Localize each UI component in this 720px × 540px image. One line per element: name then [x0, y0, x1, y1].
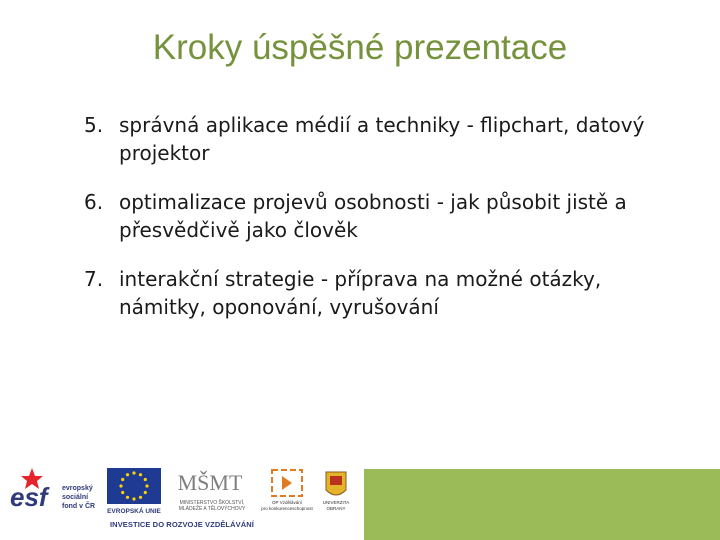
list-item-text-line1: interakční strategie - příprava na možné otázky, — [119, 267, 602, 291]
msmt-logo — [178, 470, 246, 512]
esf-caption-line2: sociální — [62, 494, 89, 501]
university-logo — [323, 472, 349, 511]
list-item — [84, 188, 684, 244]
list-item-text-line1: optimalizace projevů osobnosti - jak působit jistě a — [119, 190, 627, 214]
list-item-text-line1: správná aplikace médií a techniky - flipchart, datový — [119, 113, 645, 137]
msmt-caption-line2: MLÁDEŽE A TĚLOVÝCHOVY — [178, 506, 246, 512]
eu-caption: EVROPSKÁ UNIE — [107, 508, 161, 515]
esf-caption-line1: evropský — [62, 485, 93, 492]
steps-list — [84, 111, 684, 342]
list-item-text-line2: přesvědčivě jako člověk — [119, 218, 358, 242]
funding-caption: INVESTICE DO ROZVOJE VZDĚLÁVÁNÍ — [110, 520, 254, 529]
esf-caption-line3: fond v ČR — [62, 503, 96, 510]
footer-green-bar — [364, 469, 720, 540]
op-caption-line1: OP Vzdělávání — [272, 500, 302, 505]
esf-logo — [10, 468, 95, 512]
list-item-number: 5. — [84, 113, 104, 137]
esf-logo-text: esf — [10, 482, 48, 512]
university-caption-line2: OBRANY — [326, 506, 346, 511]
list-item-number: 6. — [84, 190, 104, 214]
op-arrow-icon — [282, 476, 292, 490]
msmt-logo-text: MŠMT — [177, 470, 243, 495]
list-item-number: 7. — [84, 267, 104, 291]
list-item-text-line2: námitky, oponování, vyrušování — [119, 295, 439, 319]
eu-logo — [107, 468, 162, 515]
list-item — [84, 265, 684, 321]
msmt-caption-line1: MINISTERSTVO ŠKOLSTVÍ, — [179, 500, 245, 506]
list-item-text-line2: projektor — [119, 141, 210, 165]
op-caption-line2: pro konkurenceschopnost — [261, 506, 313, 511]
slide-title: Kroky úspěšné prezentace — [152, 28, 568, 67]
op-logo — [261, 470, 313, 511]
list-item — [84, 111, 684, 167]
university-caption-line1: UNIVERZITA — [322, 500, 350, 505]
